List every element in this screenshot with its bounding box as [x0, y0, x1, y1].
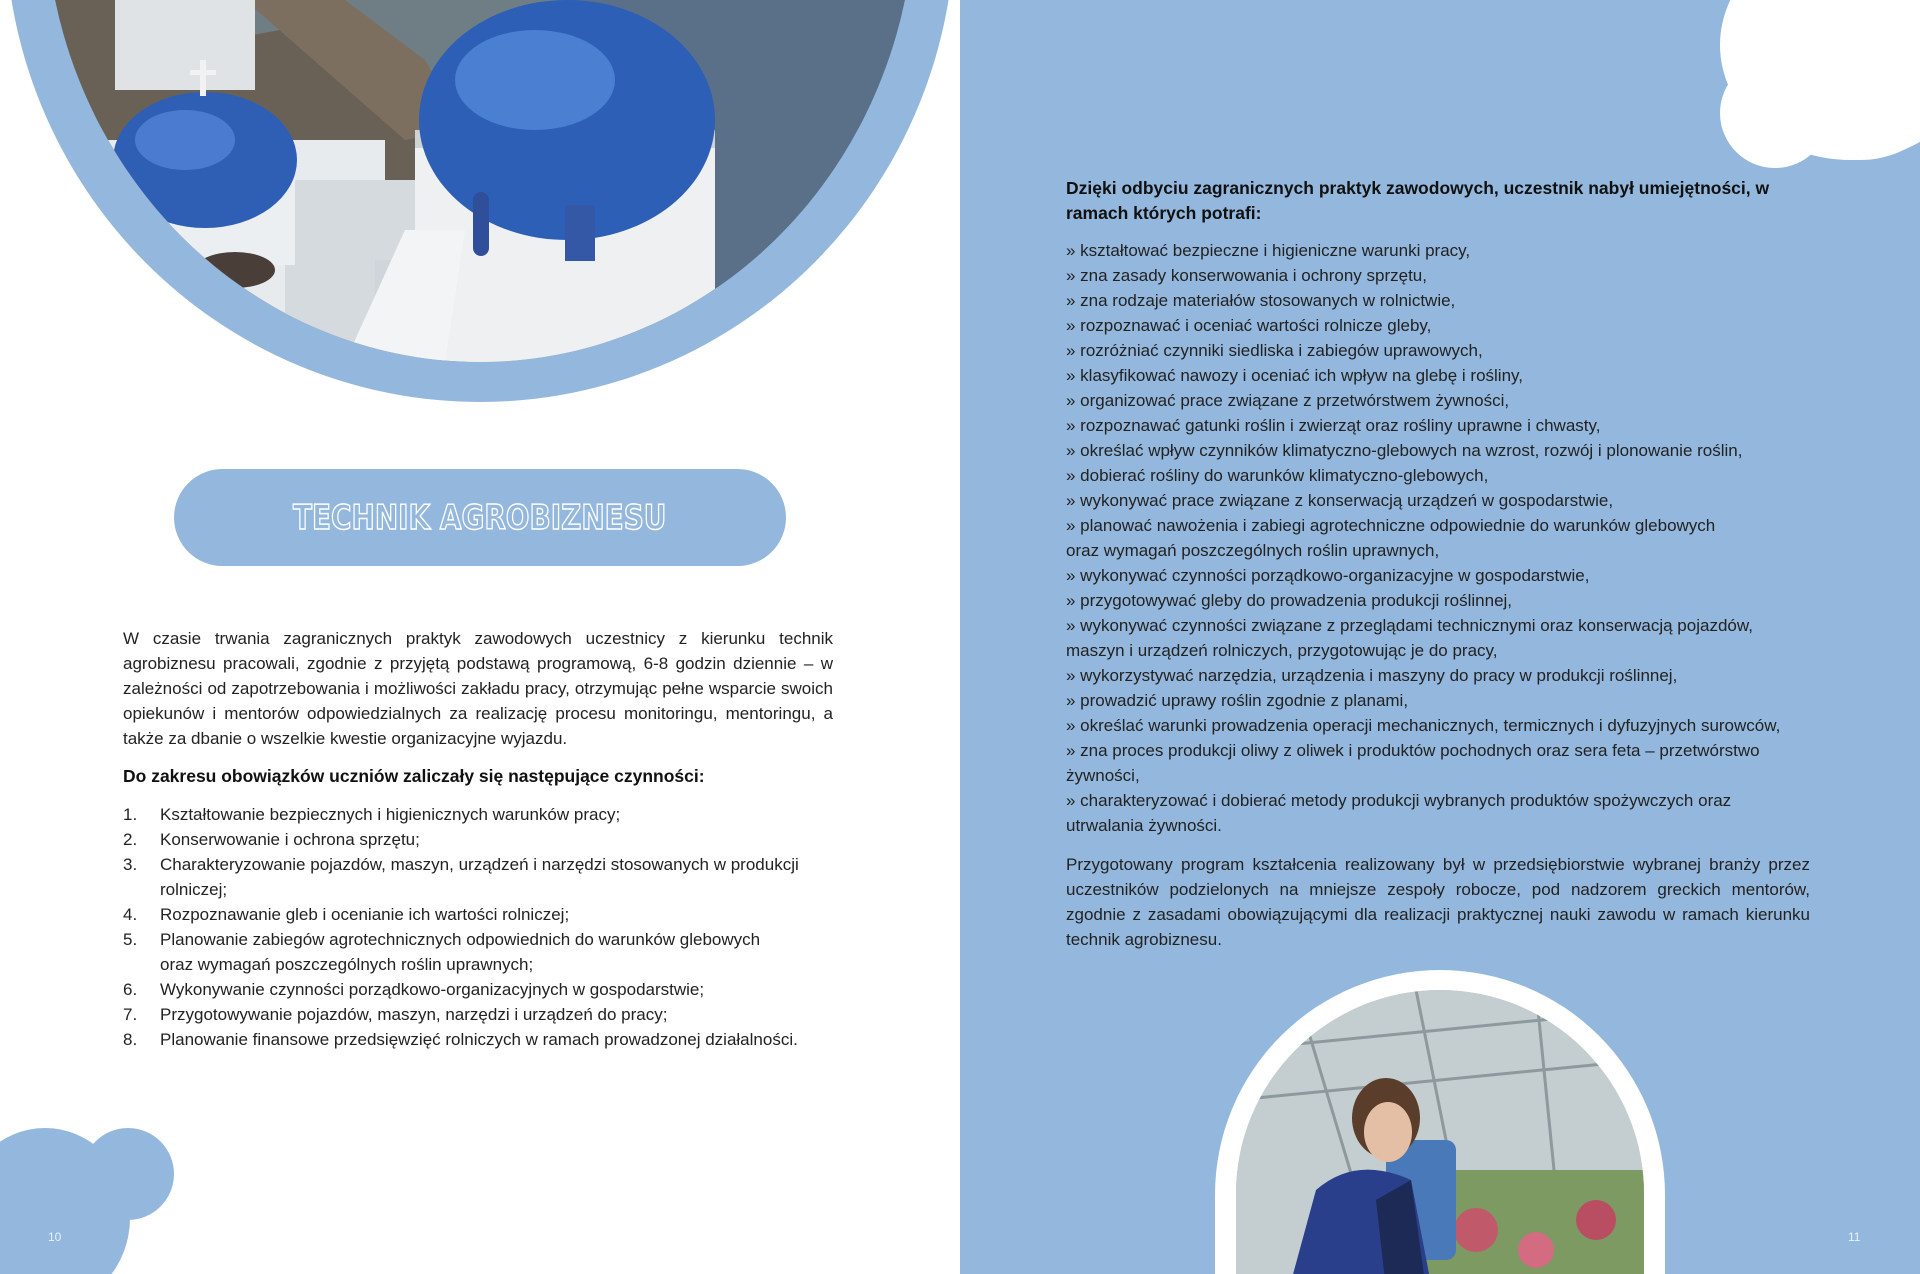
list-number: 1. — [123, 805, 138, 824]
list-item: » zna rodzaje materiałów stosowanych w rolnictwie, — [1066, 291, 1456, 310]
page-number: 10 — [48, 1230, 62, 1244]
list-number: 6. — [123, 980, 138, 999]
list-item — [123, 802, 843, 827]
list-item: » wykonywać czynności związane z przeglądami technicznymi oraz konserwacją pojazdów, maszyn i urządzeń rolniczych, przygotowując je do pracy, — [1066, 616, 1753, 660]
santorini-illustration — [45, 0, 915, 362]
list-text: Rozpoznawanie gleb i ocenianie ich wartości rolniczej; — [160, 905, 570, 924]
list-item — [123, 902, 843, 927]
list-item: » rozpoznawać gatunki roślin i zwierząt oraz rośliny uprawne i chwasty, — [1066, 416, 1601, 435]
list-item: » wykonywać czynności porządkowo-organizacyjne w gospodarstwie, — [1066, 566, 1590, 585]
list-text: Kształtowanie bezpiecznych i higienicznych warunków pracy; — [160, 805, 621, 824]
list-number: 2. — [123, 830, 138, 849]
list-item — [123, 827, 843, 852]
list-number: 5. — [123, 930, 138, 949]
list-number: 3. — [123, 855, 138, 874]
santorini-photo-frame — [5, 0, 955, 402]
list-text: Przygotowywanie pojazdów, maszyn, narzędzi i urządzeń do pracy; — [160, 1005, 668, 1024]
santorini-photo — [45, 0, 915, 362]
list-item: » prowadzić uprawy roślin zgodnie z planami, — [1066, 691, 1409, 710]
list-number: 4. — [123, 905, 138, 924]
list-item: » zna zasady konserwowania i ochrony sprzętu, — [1066, 266, 1427, 285]
list-item: » rozróżniać czynniki siedliska i zabiegów uprawowych, — [1066, 341, 1483, 360]
list-item: » przygotowywać gleby do prowadzenia produkcji roślinnej, — [1066, 591, 1513, 610]
list-item: » wykonywać prace związane z konserwacją urządzeń w gospodarstwie, — [1066, 491, 1614, 510]
list-item: » zna proces produkcji oliwy z oliwek i produktów pochodnych oraz sera feta – przetwórstwo żywności, — [1066, 741, 1760, 785]
list-item — [123, 1027, 843, 1052]
list-text: Planowanie zabiegów agrotechnicznych odpowiednich do warunków glebowych oraz wymagań poszczególnych roślin uprawnych; — [160, 930, 761, 974]
duties-list — [123, 802, 843, 1052]
intro-paragraph: W czasie trwania zagranicznych praktyk zawodowych uczestnicy z kierunku technik agrobiznesu pracowali, zgodnie z przyjętą podstawą programową, 6-8 godzin dziennie – w zależności od zapotrzebowania i możliwości zakładu pracy, otrzymując pełne wsparcie swoich opiekunów i mentorów odpowiedzialnych za realizację procesu monitoringu, mentoringu, a także za dbanie o wszelkie kwestie organizacyjne wyjazdu. — [123, 629, 833, 748]
page-number: 11 — [1848, 1230, 1861, 1244]
list-text: Charakteryzowanie pojazdów, maszyn, urządzeń i narzędzi stosowanych w produkcji rolniczej; — [160, 855, 799, 899]
skills-list — [1066, 238, 1826, 838]
program-paragraph: Przygotowany program kształcenia realizowany był w przedsiębiorstwie wybranej branży przez uczestników podzielonych na mniejsze zespoły robocze, pod nadzorem greckich mentorów, zgodnie z zasadami obowiązującymi dla realizacji praktycznej nauki zawodu w ramach kierunku technik agrobiznesu. — [1066, 855, 1810, 949]
list-item: » dobierać rośliny do warunków klimatyczno-glebowych, — [1066, 466, 1489, 485]
list-item: » planować nawożenia i zabiegi agrotechniczne odpowiednie do warunków glebowych oraz wymagań poszczególnych roślin uprawnych, — [1066, 516, 1716, 560]
list-item — [123, 1002, 843, 1027]
list-item — [123, 852, 843, 902]
list-item: » wykorzystywać narzędzia, urządzenia i maszyny do pracy w produkcji roślinnej, — [1066, 666, 1678, 685]
page-title: TECHNIK AGROBIZNESU — [293, 497, 667, 538]
list-item: » określać wpływ czynników klimatyczno-glebowych na wzrost, rozwój i plonowanie roślin, — [1066, 441, 1743, 460]
list-item: » organizować prace związane z przetwórstwem żywności, — [1066, 391, 1510, 410]
list-text: Planowanie finansowe przedsięwzięć rolniczych w ramach prowadzonej działalności. — [160, 1030, 798, 1049]
title-pill — [174, 469, 786, 566]
right-page — [960, 0, 1920, 1274]
list-number: 8. — [123, 1030, 138, 1049]
list-item: » rozpoznawać i oceniać wartości rolnicze gleby, — [1066, 316, 1432, 335]
list-text: Konserwowanie i ochrona sprzętu; — [160, 830, 420, 849]
list-item: » kształtować bezpieczne i higieniczne warunki pracy, — [1066, 241, 1471, 260]
list-item: » charakteryzować i dobierać metody produkcji wybranych produktów spożywczych oraz utrwalania żywności. — [1066, 791, 1732, 835]
list-item — [123, 977, 843, 1002]
list-number: 7. — [123, 1005, 138, 1024]
list-text: Wykonywanie czynności porządkowo-organizacyjnych w gospodarstwie; — [160, 980, 705, 999]
duties-heading: Do zakresu obowiązków uczniów zaliczały się następujące czynności: — [123, 766, 705, 786]
greenhouse-photo — [1236, 990, 1644, 1274]
list-item — [123, 927, 843, 977]
list-item: » określać warunki prowadzenia operacji mechanicznych, termicznych i dyfuzyjnych surowców, — [1066, 716, 1781, 735]
skills-heading: Dzięki odbyciu zagranicznych praktyk zawodowych, uczestnik nabył umiejętności, w ramach których potrafi: — [1066, 178, 1770, 223]
list-item: » klasyfikować nawozy i oceniać ich wpływ na glebę i rośliny, — [1066, 366, 1523, 385]
decorative-blob — [82, 1128, 174, 1220]
greenhouse-illustration — [1236, 990, 1644, 1274]
